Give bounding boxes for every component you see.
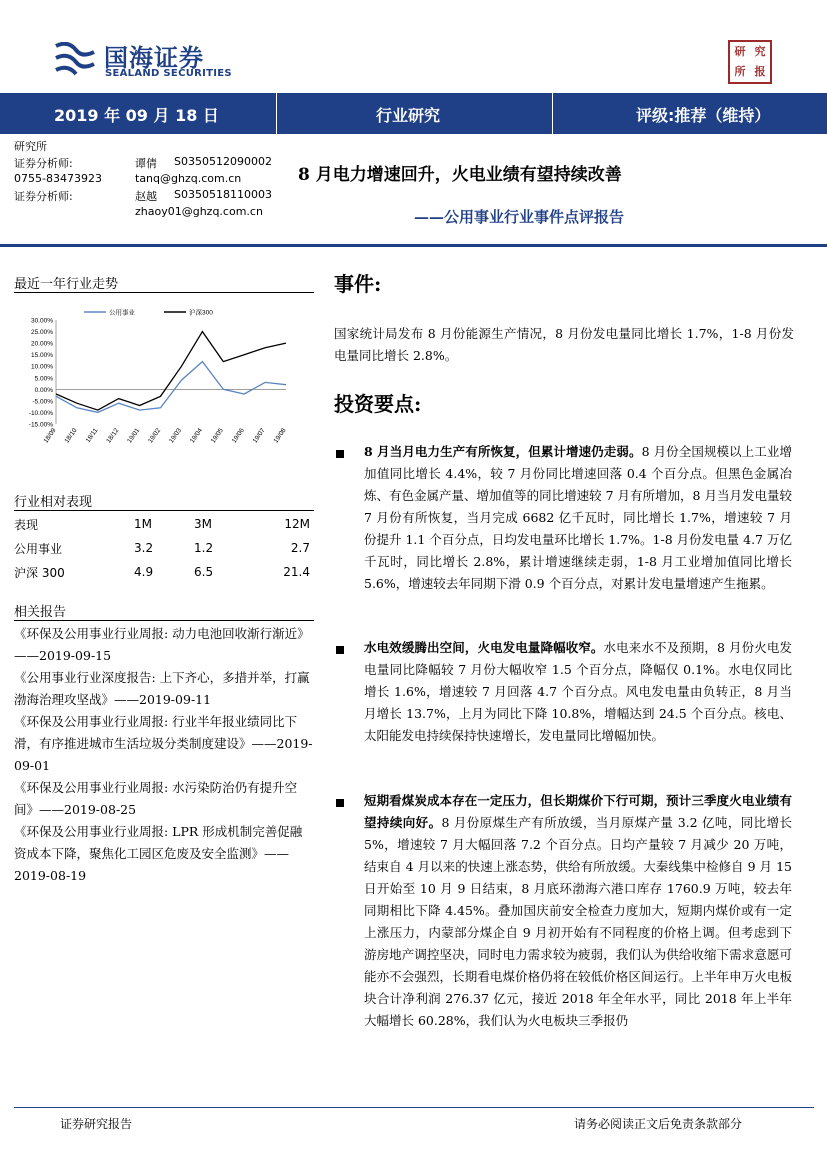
research-seal-icon: 研 究 所 报 (728, 40, 772, 84)
event-text: 国家统计局发布 8 月份能源生产情况，8 月份发电量同比增长 1.7%，1-8 月份发电量同比增长 2.8%。 (334, 326, 794, 363)
invest-point (364, 441, 792, 595)
y-tick-label: -10.00% (28, 409, 53, 417)
y-tick-label: 15.00% (30, 352, 53, 360)
related-report-link[interactable]: 《环保及公用事业行业周报: 行业半年报业绩同比下滑，有序推进城市生活垃圾分类制度建设》——2019-09-01 (14, 714, 313, 773)
invest-point-lead: 短期看煤炭成本存在一定压力，但长期煤价下行可期，预计三季度火电业绩有望持续向好。 (364, 793, 792, 830)
invest-point-body: 8 月份原煤生产有所放缓，当月原煤产量 3.2 亿吨，同比增长 5%，增速较 7 月大幅回落 7.2 个百分点。日均产量较 7 月减少 20 万吨，结束自 4 月以来的快速上涨态势，供给有所放缓。大秦线集中检修自 9 月 15 日开始至 10 月 9 日结束，8 月底环渤海六港口库存 1760.9 万吨，较去年同期相比下降 4.45%。叠加国庆前安全检查力度加大，短期内煤价或有一定上涨压力，内蒙部分煤企自 9 月初开始有不同程度的价格上调。但考虑到下游房地产调控坚决，同时电力需求较为疲弱，我们认为供给收缩下需求意愿可能亦不会强烈，长期看电煤价格仍将在较低价格区间运行。上半年申万火电板块合计净利润 276.37 亿元，接近 2018 年全年水平，同比 2018 年上半年大幅增长 60.28%，我们认为火电板块三季报仍 (364, 815, 792, 1028)
event-heading: 事件: (334, 272, 382, 296)
x-tick-label: 18/10 (63, 427, 79, 445)
legend-label: 沪深300 (189, 309, 213, 317)
table-cell: 3.2 (134, 541, 154, 555)
x-tick-label: 19/07 (251, 427, 267, 445)
table-cell: 2.7 (290, 541, 310, 555)
invest-point-lead: 水电效缓腾出空间，火电发电量降幅收窄。 (364, 640, 604, 655)
invest-point-lead: 8 月当月电力生产有所恢复，但累计增速仍走弱。 (364, 444, 642, 459)
y-tick-label: 10.00% (30, 363, 53, 371)
legend-label: 公用事业 (109, 309, 135, 317)
y-tick-label: -5.00% (32, 398, 53, 406)
performance-table (14, 512, 310, 584)
series-line (56, 332, 286, 411)
x-tick-label: 19/08 (272, 427, 288, 445)
report-category: 行业研究 (376, 106, 441, 125)
header-bar-content (0, 93, 827, 134)
invest-point (364, 790, 792, 1032)
y-tick-label: -15.00% (28, 421, 53, 429)
table-cell: 公用事业 (14, 541, 63, 556)
report-date: 2019 年 09 月 18 日 (54, 106, 219, 125)
related-report-link[interactable]: 《环保及公用事业行业周报: 动力电池回收渐行渐近》——2019-09-15 (14, 626, 310, 663)
x-tick-label: 19/01 (126, 427, 142, 445)
x-tick-label: 18/12 (105, 427, 121, 445)
invest-heading: 投资要点: (334, 392, 422, 416)
x-tick-label: 19/05 (209, 427, 225, 445)
footer-rule (14, 1107, 814, 1108)
table-cell: 1.2 (194, 541, 214, 555)
footer-left: 证券研究报告 (60, 1117, 133, 1131)
report-subtitle: ——公用事业行业事件点评报告 (414, 208, 625, 226)
y-tick-label: 5.00% (34, 375, 53, 383)
bullet-icon (336, 450, 344, 458)
brand-name-cn: 国海证券 (104, 44, 204, 72)
x-tick-label: 19/04 (188, 427, 205, 445)
table-cell: 沪深 300 (14, 565, 65, 580)
table-row (14, 536, 310, 560)
y-tick-label: 20.00% (30, 340, 53, 348)
analyst-id: S0350512090002 (174, 155, 272, 168)
analyst-email: tanq@ghzq.com.cn (135, 172, 242, 185)
table-header-cell: 3M (194, 517, 212, 531)
title-divider (0, 244, 827, 247)
invest-point-body: 8 月份全国规模以上工业增加值同比增长 4.4%，较 7 月份同比增速回落 0.4 个百分点。但黑色金属冶炼、有色金属产量、增加值等的同比增速较 7 月有所增加，8 月当月发电量较 7 月份有所恢复，当月完成 6682 亿千瓦时，同比增长 1.7%，增速较 7 月份提升 1.1 个百分点，日均发电量环比增长 1.7%。1-8 月份发电量 4.7 万亿千瓦时，同比增长 2.8%，累计增速继续走弱，1-8 月工业增加值同比增长 5.6%，增速较去年同期下滑 0.9 个百分点，对累计发电量增速产生拖累。 (364, 444, 792, 591)
y-tick-label: 0.00% (34, 386, 53, 394)
analyst-email: zhaoy01@ghzq.com.cn (135, 205, 263, 218)
brand-name-en: SEALAND SECURITIES (105, 68, 232, 79)
sealand-logo-icon (52, 42, 98, 78)
trend-chart (14, 300, 314, 475)
analyst-name: 赵越 (135, 190, 157, 203)
bullet-icon (336, 646, 344, 654)
related-report-link[interactable]: 《公用事业行业深度报告: 上下齐心，多措并举，打赢渤海治理攻坚战》——2019-09-11 (14, 670, 310, 707)
related-report-link[interactable]: 《环保及公用事业行业周报: LPR 形成机制完善促融资成本下降，聚焦化工园区危废及安全监测》——2019-08-19 (14, 824, 303, 883)
y-tick-label: 30.00% (30, 317, 53, 325)
analyst-id: S0350518110003 (174, 188, 272, 201)
related-report-list (14, 623, 314, 887)
trend-heading: 最近一年行业走势 (14, 277, 119, 292)
analyst-role: 证券分析师: (14, 190, 73, 203)
section-rule (14, 510, 314, 511)
performance-heading: 行业相对表现 (14, 495, 93, 510)
table-header-cell: 1M (134, 517, 152, 531)
table-header-cell: 表现 (14, 517, 39, 532)
section-rule (14, 292, 314, 293)
analyst-phone: 0755-83473923 (14, 172, 102, 185)
table-cell: 4.9 (134, 565, 154, 579)
dept-label: 研究所 (14, 140, 47, 153)
table-cell: 21.4 (283, 565, 310, 579)
x-tick-label: 18/11 (84, 427, 100, 445)
x-tick-label: 19/06 (230, 427, 246, 445)
table-cell: 6.5 (194, 565, 214, 579)
series-line (56, 362, 286, 413)
invest-point (364, 637, 792, 747)
analyst-name: 谭倩 (135, 157, 157, 170)
bullet-icon (336, 799, 344, 807)
x-tick-label: 18/09 (42, 427, 58, 445)
invest-point-body: 水电来水不及预期，8 月份火电发电量同比降幅较 7 月份大幅收窄 1.5 个百分点，降幅仅 0.1%。水电仅同比增长 1.6%，增速较 7 月回落 4.7 个百分点。风电发电量由负转正，8 月当月增长 13.7%，上月为同比下降 10.8%，增幅达到 24.5 个百分点。核电、太阳能发电持续保持快速增长，发电量同比增幅加快。 (364, 640, 792, 743)
section-rule (14, 620, 314, 621)
report-title: 8 月电力增速回升，火电业绩有望持续改善 (298, 165, 622, 185)
table-header-cell: 12M (284, 517, 310, 531)
table-header-row (14, 512, 310, 536)
report-rating: 评级:推荐（维持） (636, 106, 771, 125)
related-heading: 相关报告 (14, 605, 67, 620)
x-tick-label: 19/02 (147, 427, 163, 445)
analyst-role: 证券分析师: (14, 157, 73, 170)
footer-right: 请务必阅读正文后免责条款部分 (574, 1117, 743, 1131)
related-report-link[interactable]: 《环保及公用事业行业周报: 水污染防治仍有提升空间》——2019-08-25 (14, 780, 298, 817)
x-tick-label: 19/03 (168, 427, 184, 445)
y-tick-label: 25.00% (30, 329, 53, 337)
table-row (14, 560, 310, 584)
